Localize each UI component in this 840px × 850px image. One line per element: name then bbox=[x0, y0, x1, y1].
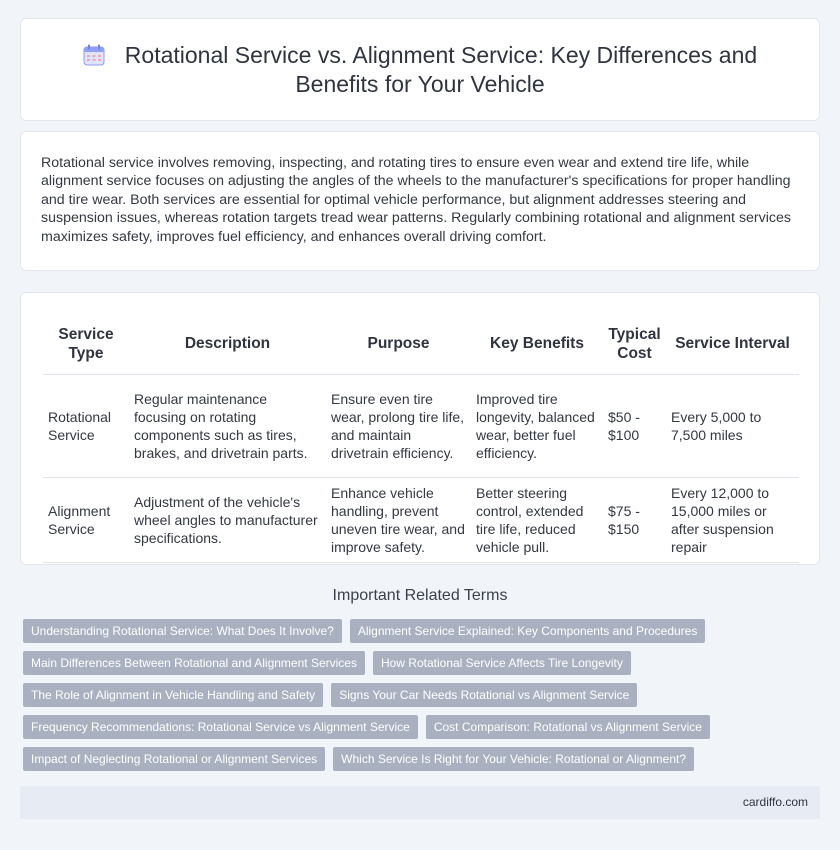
tag-row bbox=[23, 619, 813, 643]
header-card bbox=[20, 18, 820, 121]
related-term-tag[interactable]: Main Differences Between Rotational and Alignment Services bbox=[23, 651, 365, 675]
related-term-tag[interactable]: The Role of Alignment in Vehicle Handling and Safety bbox=[23, 683, 323, 707]
header-cell: Description bbox=[129, 313, 326, 375]
footer-site-link[interactable]: cardiffo.com bbox=[742, 795, 808, 809]
table-cell: Regular maintenance focusing on rotating components such as tires, brakes, and drivetrain parts. bbox=[129, 375, 326, 478]
related-terms-title: Important Related Terms bbox=[332, 587, 508, 604]
related-term-tag[interactable]: Signs Your Car Needs Rotational vs Alignment Service bbox=[331, 683, 637, 707]
table-cell: Improved tire longevity, balanced wear, better fuel efficiency. bbox=[471, 375, 603, 478]
table-cell: Every 12,000 to 15,000 miles or after suspension repair bbox=[666, 478, 799, 563]
related-term-tag[interactable]: Which Service Is Right for Your Vehicle: Rotational or Alignment? bbox=[333, 747, 694, 771]
table-cell: Ensure even tire wear, prolong tire life, and maintain drivetrain efficiency. bbox=[326, 375, 471, 478]
intro-card bbox=[20, 131, 820, 271]
related-terms-list bbox=[23, 619, 813, 779]
header-cell: Purpose bbox=[326, 313, 471, 375]
header-cell: Typical Cost bbox=[603, 313, 666, 375]
related-term-tag[interactable]: Frequency Recommendations: Rotational Service vs Alignment Service bbox=[23, 715, 418, 739]
footer bbox=[20, 786, 820, 819]
header-cell: Service Type bbox=[43, 313, 129, 375]
related-term-tag[interactable]: Understanding Rotational Service: What Does It Involve? bbox=[23, 619, 342, 643]
related-term-tag[interactable]: Impact of Neglecting Rotational or Alignment Services bbox=[23, 747, 325, 771]
tag-row bbox=[23, 651, 813, 675]
table-cell: $50 - $100 bbox=[603, 375, 666, 478]
related-term-tag[interactable]: How Rotational Service Affects Tire Longevity bbox=[373, 651, 631, 675]
intro-paragraph: Rotational service involves removing, inspecting, and rotating tires to ensure even wear and extend tire life, while alignment service focuses on adjusting the angles of the wheels to the manufacturer's specifications for proper handling and tire wear. Both services are essential for optimal vehicle performance, but alignment addresses steering and suspension issues, whereas rotation targets tread wear patterns. Regularly combining rotational and alignment services maximizes safety, improves fuel efficiency, and enhances overall driving comfort. bbox=[41, 155, 791, 245]
comparison-table bbox=[43, 313, 799, 563]
table-header-row bbox=[43, 313, 799, 375]
table-cell: Adjustment of the vehicle's wheel angles to manufacturer specifications. bbox=[129, 478, 326, 563]
table-row bbox=[43, 478, 799, 563]
table-cell: Alignment Service bbox=[43, 478, 129, 563]
table-cell: Rotational Service bbox=[43, 375, 129, 478]
comparison-table-card bbox=[20, 292, 820, 565]
table-cell: $75 - $150 bbox=[603, 478, 666, 563]
table-cell: Enhance vehicle handling, prevent uneven tire wear, and improve safety. bbox=[326, 478, 471, 563]
table-cell: Every 5,000 to 7,500 miles bbox=[666, 375, 799, 478]
tag-row bbox=[23, 683, 813, 707]
header-cell: Key Benefits bbox=[471, 313, 603, 375]
related-term-tag[interactable]: Cost Comparison: Rotational vs Alignment Service bbox=[426, 715, 710, 739]
tag-row bbox=[23, 747, 813, 771]
tag-row bbox=[23, 715, 813, 739]
table-cell: Better steering control, extended tire life, reduced vehicle pull. bbox=[471, 478, 603, 563]
page-title bbox=[61, 41, 779, 99]
table-row bbox=[43, 375, 799, 478]
page-title-text: Rotational Service vs. Alignment Service: Key Differences and Benefits for Your Vehicle bbox=[124, 41, 758, 97]
calendar-icon bbox=[83, 44, 105, 66]
related-term-tag[interactable]: Alignment Service Explained: Key Components and Procedures bbox=[350, 619, 706, 643]
header-cell: Service Interval bbox=[666, 313, 799, 375]
